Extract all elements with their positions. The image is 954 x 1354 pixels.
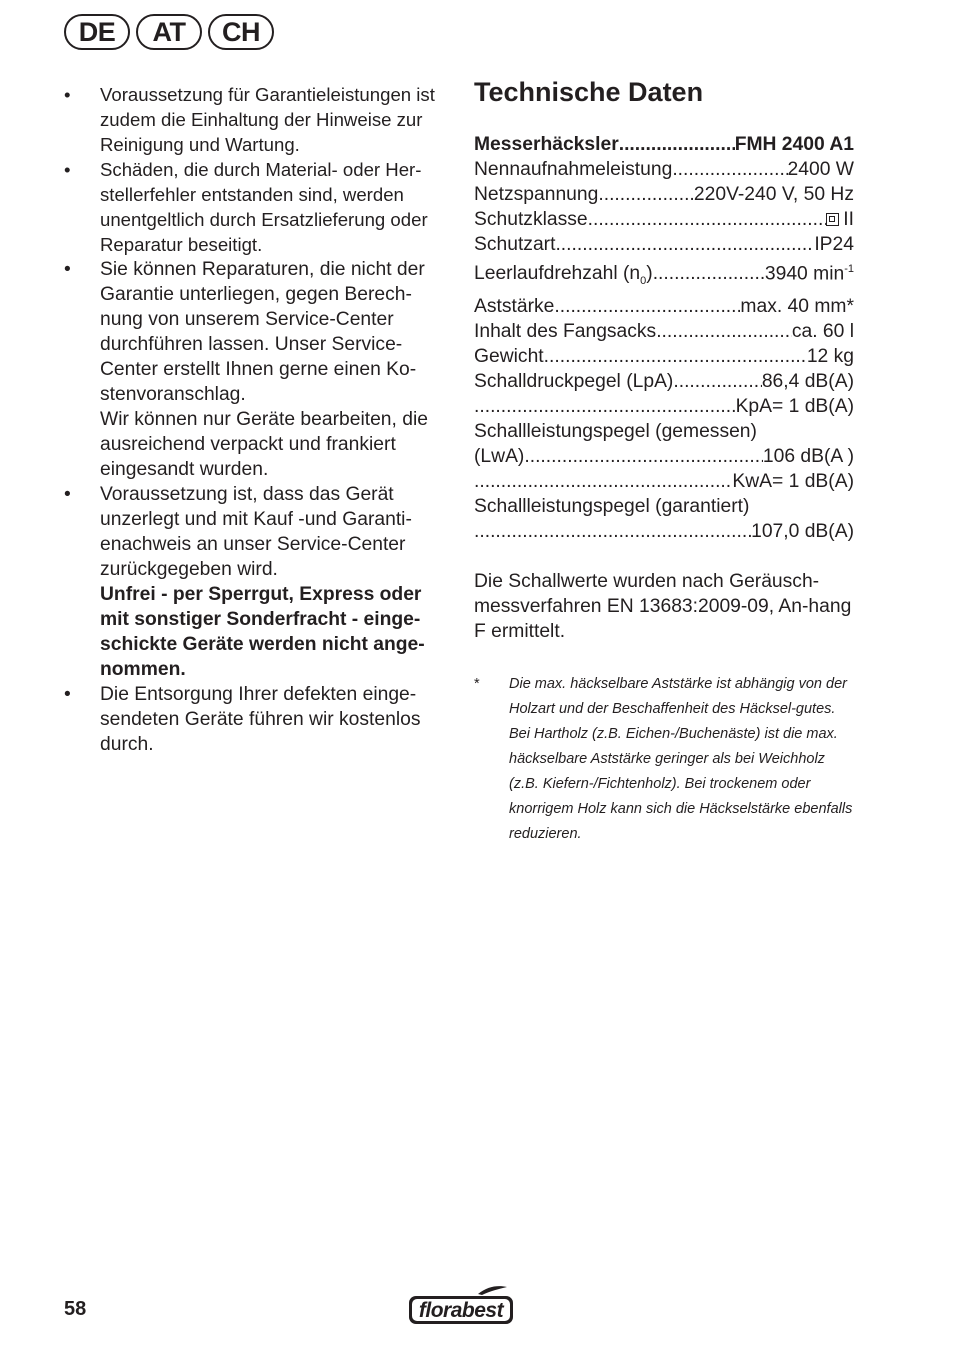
spec-row-idle-speed — [474, 257, 854, 294]
leader-dots — [588, 207, 827, 232]
spec-value-wrap — [765, 257, 854, 286]
bullet-icon: • — [64, 259, 71, 280]
spec-value: FMH 2400 A1 — [734, 134, 854, 155]
spec-value-wrap — [826, 207, 854, 232]
spec-label-sound-power-guaranteed: Schallleistungspegel (garantiert) — [474, 496, 750, 518]
svg-text:florabest: florabest — [418, 1299, 504, 1322]
spec-label: Nennaufnahmeleistung — [474, 159, 673, 180]
spec-value: IP24 — [814, 234, 854, 255]
leader-dots — [555, 232, 814, 257]
spec-label: Netzspannung — [474, 184, 599, 205]
leader-dots — [653, 261, 765, 286]
list-item — [64, 482, 452, 682]
country-badge-de: DE — [64, 14, 130, 50]
section-title: Technische Daten — [474, 77, 704, 107]
spec-value: KpA= 1 dB(A) — [735, 396, 854, 418]
footnote-marker: * — [474, 676, 480, 693]
list-item-text: Voraussetzung ist, dass das Gerät unzerlegt und mit Kauf -und Garanti-enachweis an unser Service-Center zurückgegeben wird. — [100, 484, 412, 580]
list-item-text: Die Entsorgung Ihrer defekten einge-sendeten Geräte führen wir kostenlos durch. — [100, 684, 421, 755]
technical-data-column — [474, 74, 854, 847]
leader-dots — [672, 157, 787, 182]
spec-label: Aststärke — [474, 296, 555, 318]
leader-dots — [474, 469, 732, 494]
spec-label-text: Leerlaufdrehzahl (n — [474, 263, 641, 285]
spec-label-end: ) — [646, 263, 653, 285]
spec-label-subscript: 0 — [640, 275, 647, 288]
leader-dots — [598, 182, 694, 207]
spec-row-bag-capacity — [474, 319, 854, 344]
spec-row-voltage — [474, 182, 854, 207]
spec-label: Gewicht — [474, 346, 544, 368]
country-badges — [64, 14, 274, 50]
leader-dots — [474, 394, 736, 419]
leader-dots — [474, 519, 751, 544]
list-item-text: Voraussetzung für Garantieleistungen ist zudem die Einhaltung der Hinweise zur Reinigung und Wartung. — [100, 84, 435, 155]
spec-value: KwA= 1 dB(A) — [732, 471, 854, 493]
spec-row-power — [474, 157, 854, 182]
page-number: 58 — [64, 1298, 87, 1320]
spec-value: ca. 60 l — [791, 321, 854, 343]
spec-label: Messerhäcksler — [474, 134, 619, 155]
spec-value: 2400 W — [787, 159, 854, 180]
footnote-text: Bei Hartholz (z.B. Eichen-/Buchenäste) ist die max. häckselbare Aststärke geringer als bei Weichholz — [509, 726, 838, 768]
footnote-text: (z.B. Kiefern-/Fichtenholz). Bei trockenem oder knorrigem Holz kann sich die Häckselstärke ebenfalls reduzieren. — [509, 776, 853, 843]
spec-row-kwa — [474, 469, 854, 494]
florabest-logo — [406, 1284, 516, 1333]
list-item-text: Sie können Reparaturen, die nicht der Garantie unterliegen, gegen Berech-nung von unserem Service-Center durchführen lassen. Unser Service-Center erstellt Ihnen gerne einen Ko-stenvoranschlag. — [100, 259, 425, 405]
spec-row-protection-class — [474, 207, 854, 232]
spec-row-branch-thickness — [474, 294, 854, 319]
protection-class-ii-icon — [826, 213, 839, 226]
spec-row-weight — [474, 344, 854, 369]
list-item-text-extra: Wir können nur Geräte bearbeiten, die ausreichend verpackt und frankiert eingesandt wurden. — [100, 409, 428, 480]
spec-value: 107,0 dB(A) — [751, 521, 854, 543]
spec-row-sound-pressure — [474, 369, 854, 394]
spec-row-model — [474, 132, 854, 157]
spec-label: Schutzklasse — [474, 209, 588, 230]
leader-dots — [524, 444, 763, 469]
spec-value-superscript: -1 — [844, 263, 854, 275]
spec-list — [474, 132, 854, 544]
warranty-list — [64, 82, 452, 757]
florabest-logo-icon — [406, 1284, 516, 1328]
list-item — [64, 257, 452, 482]
country-badge-ch: CH — [208, 14, 274, 50]
list-item — [64, 82, 452, 157]
country-badge-at: AT — [136, 14, 202, 50]
spec-row-kpa — [474, 394, 854, 419]
footnote — [474, 672, 854, 847]
spec-label: Schutzart — [474, 234, 556, 255]
spec-value: 220V-240 V, 50 Hz — [693, 184, 854, 205]
footnote-text: Die max. häckselbare Aststärke ist abhängig von der Holzart und der Beschaffenheit des Häcksel-gutes. — [509, 676, 847, 718]
spec-label: (LwA) — [474, 446, 525, 468]
leader-dots — [619, 132, 735, 157]
spec-value: max. 40 mm* — [740, 296, 854, 318]
spec-label: Inhalt des Fangsacks — [474, 321, 657, 343]
list-item-text: Schäden, die durch Material- oder Her-stellerfehler entstanden sind, werden unentgeltlich durch Ersatzlieferung oder Reparatur beseitigt. — [100, 159, 428, 255]
warranty-column — [64, 82, 452, 757]
leader-dots — [554, 294, 740, 319]
spec-value: 106 dB(A ) — [762, 446, 854, 468]
spec-row-lwa — [474, 444, 854, 469]
spec-value: 12 kg — [806, 346, 854, 368]
spec-row-ip-rating — [474, 232, 854, 257]
bullet-icon: • — [64, 684, 71, 705]
list-item-warning: Unfrei - per Sperrgut, Express oder mit sonstiger Sonderfracht - einge-schickte Geräte werden nicht ange-nommen. — [100, 584, 425, 680]
leader-dots — [544, 344, 807, 369]
bullet-icon: • — [64, 484, 71, 505]
leader-dots — [656, 319, 792, 344]
spec-label — [474, 261, 653, 294]
list-item — [64, 682, 452, 757]
spec-label-sound-power-measured: Schallleistungspegel (gemessen) — [474, 421, 757, 443]
bullet-icon: • — [64, 159, 71, 180]
spec-value: II — [843, 209, 854, 230]
bullet-icon: • — [64, 84, 71, 105]
list-item — [64, 157, 452, 257]
spec-label: Schalldruckpegel (LpA) — [474, 371, 674, 393]
sound-values-note: Die Schallwerte wurden nach Geräusch-messverfahren EN 13683:2009-09, An-hang F ermittelt. — [474, 571, 852, 643]
spec-row-lwa-guaranteed — [474, 519, 854, 544]
spec-value: 86,4 dB(A) — [761, 371, 854, 393]
spec-value: 3940 min — [764, 263, 845, 285]
leader-dots — [673, 369, 761, 394]
